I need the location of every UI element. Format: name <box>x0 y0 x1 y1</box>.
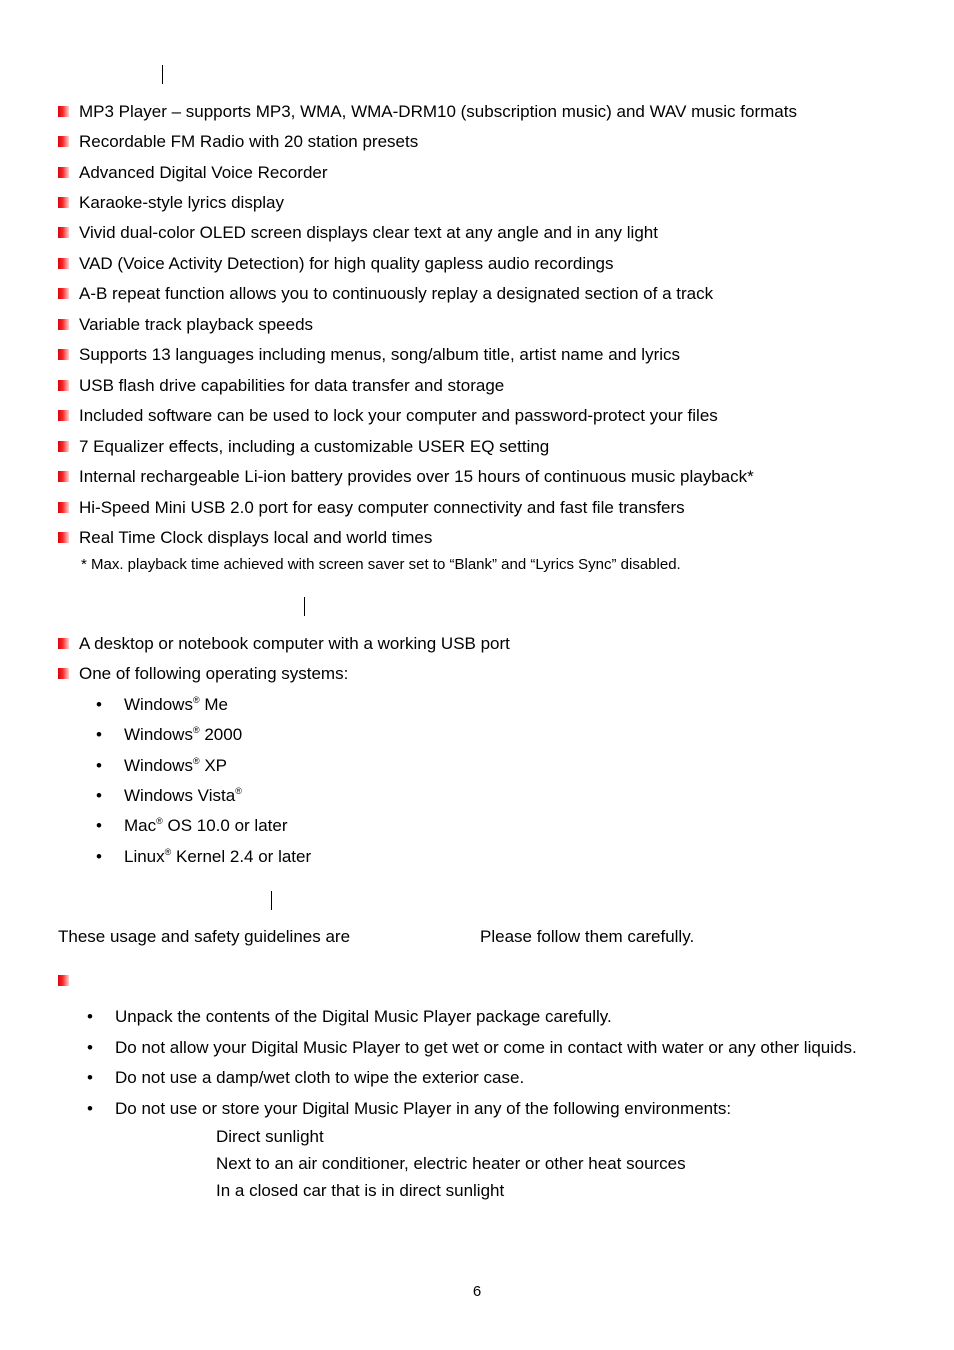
red-square-bullet-icon <box>58 197 69 208</box>
battery-footnote: * Max. playback time achieved with screen saver set to “Blank” and “Lyrics Sync” disabled. <box>81 556 681 573</box>
red-square-bullet-icon <box>58 668 69 679</box>
features-heading-marker <box>162 65 163 84</box>
red-square-bullet-icon <box>58 410 69 421</box>
red-square-bullet-icon <box>58 471 69 482</box>
red-square-bullet-icon <box>58 227 69 238</box>
bullet-dot-icon: • <box>96 847 102 866</box>
red-square-bullet-icon <box>58 441 69 452</box>
environment-item: In a closed car that is in direct sunlight <box>216 1181 505 1200</box>
bullet-dot-icon: • <box>87 1007 93 1026</box>
red-square-bullet-icon <box>58 136 69 147</box>
bullet-dot-icon: • <box>96 695 102 714</box>
red-square-bullet-icon <box>58 975 69 986</box>
bullet-dot-icon: • <box>96 786 102 805</box>
red-square-bullet-icon <box>58 380 69 391</box>
red-square-bullet-icon <box>58 319 69 330</box>
requirements-heading-marker <box>304 597 305 616</box>
page-number: 6 <box>472 1283 482 1300</box>
red-square-bullet-icon <box>58 532 69 543</box>
safety-intro-left: These usage and safety guidelines are <box>58 927 351 946</box>
bullet-dot-icon: • <box>87 1068 93 1087</box>
red-square-bullet-icon <box>58 349 69 360</box>
red-square-bullet-icon <box>58 502 69 513</box>
red-square-bullet-icon <box>58 258 69 269</box>
safety-heading-marker <box>271 891 272 910</box>
red-square-bullet-icon <box>58 288 69 299</box>
red-square-bullet-icon <box>58 106 69 117</box>
bullet-dot-icon: • <box>87 1038 93 1057</box>
red-square-bullet-icon <box>58 167 69 178</box>
environment-item: Direct sunlight <box>216 1127 324 1146</box>
bullet-dot-icon: • <box>96 756 102 775</box>
bullet-dot-icon: • <box>87 1099 93 1118</box>
bullet-dot-icon: • <box>96 725 102 744</box>
bullet-dot-icon: • <box>96 816 102 835</box>
red-square-bullet-icon <box>58 638 69 649</box>
document-page: MP3 Player – supports MP3, WMA, WMA-DRM10 (subscription music) and WAV music formats Recordable FM Radio with 20 station presets Advanced Digital Voice Recorder Karaoke-style lyrics display Vivid dual-color OLED screen displays clear text at any angle and in any light VAD (Voice Activity Detection) for high quality gapless audio recordings A-B repeat function allows you to continuously replay a designated section of a track Variable track playback speeds Supports 13 languages including menus, song/album title, artist name and lyrics USB flash drive capabilities for data transfer and storage Included software can be used to lock your computer and password-protect your files 7 Equalizer effects, including a customizable USER EQ setting Internal rechargeable Li-ion battery provides over 15 hours of continuous music playback* Hi-Speed Mini USB 2.0 port for easy computer connectivity and fast file transfers Real Time Clock displays local and world times * Max. playback time achieved with screen saver set to “Blank” and “Lyrics Sync” disabled. A desktop or notebook computer with a working USB port One of following operating systems: • Windows® Me • Windows® 2000 • Windows® XP • Windows Vista® • Mac® OS 10.0 or later • Linux® Kernel 2.4 or later These usage and safety guidelines are Please follow them carefully. • Unpack the contents of the Digital Music Player package carefully. • Do not allow your Digital Music Player to get wet or come in contact with water or any other liquids. • Do not use a damp/wet cloth to wipe the exterior case. • Do not use or store your Digital Music Player in any of the following environments: Direct sunlight Next to an air conditioner, electric heater or other heat sources In a closed car that is in direct sunlight 6 <box>0 0 954 1350</box>
environment-item: Next to an air conditioner, electric heater or other heat sources <box>216 1154 686 1173</box>
safety-intro-right: Please follow them carefully. <box>480 927 695 946</box>
